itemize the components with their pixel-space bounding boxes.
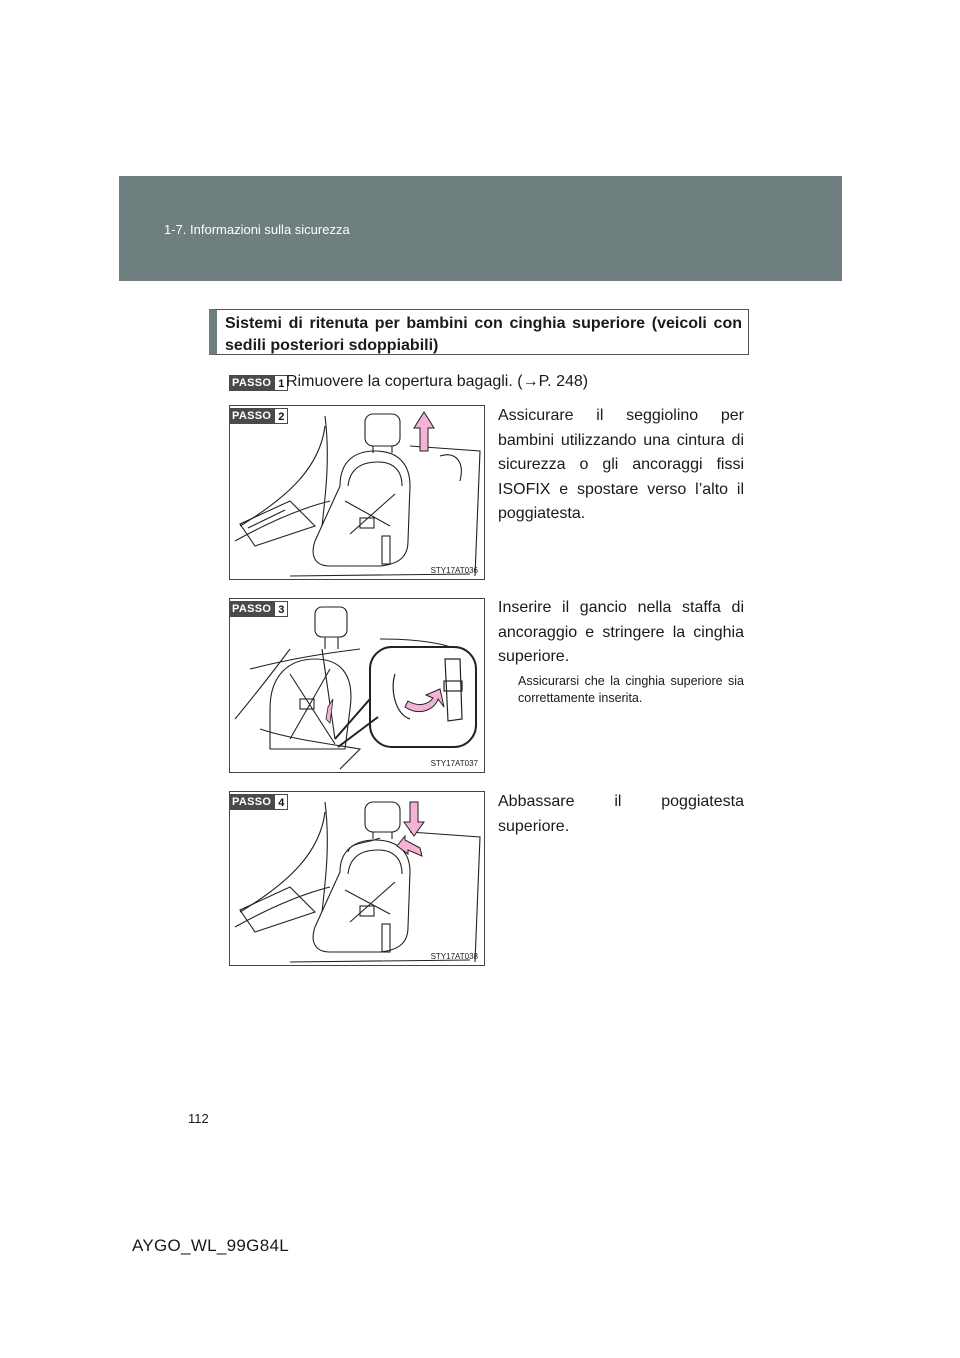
step-badge-2 bbox=[229, 408, 288, 424]
figure-code: STY17AT036 bbox=[430, 566, 478, 575]
step-3-text: Inserire il gancio nella staffa di ancoraggio e stringere la cinghia superiore. bbox=[498, 599, 744, 665]
step-number: 4 bbox=[274, 794, 288, 810]
step-4-text: Abbassare il poggiatesta superiore. bbox=[498, 793, 744, 835]
passo-label: PASSO bbox=[229, 794, 274, 810]
step-1-text: Rimuovere la copertura bagagli. (→P. 248) bbox=[286, 373, 589, 390]
page-number: 112 bbox=[188, 1111, 209, 1126]
section-breadcrumb: 1-7. Informazioni sulla sicurezza bbox=[164, 222, 350, 237]
figure-step-2 bbox=[229, 405, 485, 580]
figure-step-4 bbox=[229, 791, 485, 966]
step-3-note: Assicurarsi che la cinghia superiore sia correttamente inserita. bbox=[518, 674, 744, 705]
document-code: AYGO_WL_99G84L bbox=[132, 1236, 289, 1255]
illustration-headrest-raise bbox=[230, 406, 484, 579]
passo-label: PASSO bbox=[229, 408, 274, 424]
step-number: 2 bbox=[274, 408, 288, 424]
passo-label: PASSO bbox=[229, 375, 274, 391]
step-badge-4 bbox=[229, 794, 288, 810]
section-title: Sistemi di ritenuta per bambini con cinghia superiore (veicoli con sedili posteriori sdoppiabili) bbox=[209, 309, 749, 355]
step-number: 1 bbox=[274, 375, 288, 391]
passo-label: PASSO bbox=[229, 601, 274, 617]
illustration-hook-anchor bbox=[230, 599, 484, 772]
figure-code: STY17AT038 bbox=[430, 952, 478, 961]
figure-step-3 bbox=[229, 598, 485, 773]
figure-code: STY17AT037 bbox=[430, 759, 478, 768]
step-badge-1 bbox=[229, 375, 288, 391]
step-2-text: Assicurare il seggiolino per bambini utilizzando una cintura di sicurezza o gli ancoraggi fissi ISOFIX e spostare verso l’alto il poggiatesta. bbox=[498, 407, 744, 522]
illustration-headrest-lower bbox=[230, 792, 484, 965]
step-badge-3 bbox=[229, 601, 288, 617]
step-number: 3 bbox=[274, 601, 288, 617]
